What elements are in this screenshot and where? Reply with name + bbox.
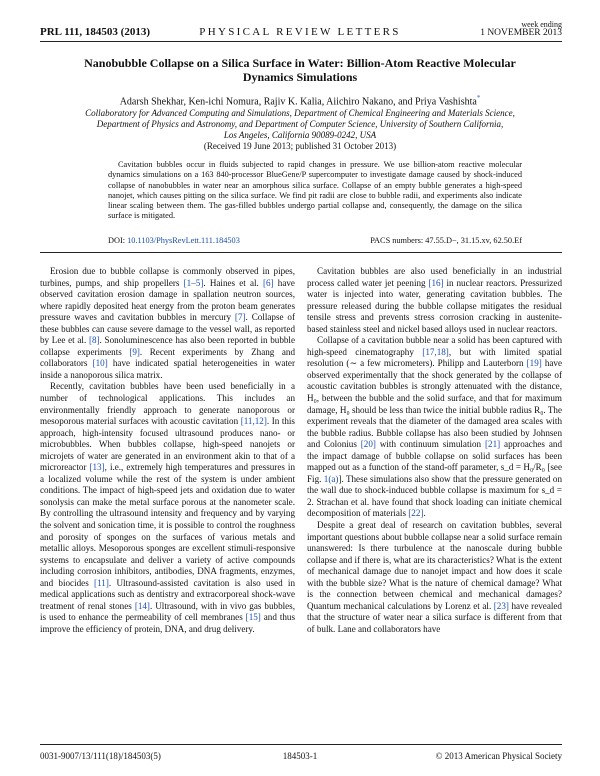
affiliation xyxy=(45,108,555,152)
week-ending-label: week ending xyxy=(521,20,562,29)
citation-link[interactable]: [11] xyxy=(94,577,109,588)
doi-label: DOI: xyxy=(108,236,126,245)
author-list xyxy=(60,94,540,107)
paragraph: Erosion due to bubble collapse is commonly observed in pipes, turbines, pumps, and ship propellers [1–5]. Haines et al. [6] have observed cavitation erosion damage in spallation neutron sources, where rapidly deposited heat energy from the proton beam generates pressure waves and cavitation bubbles in mercury [7]. Collapse of these bubbles can cause severe damage to the vessel wall, as reported by Lee et al. [8]. Sonoluminescence has also been reported in bubble collapse experiments [9]. Recent experiments by Zhang and collaborators [10] have indicated spatial heterogeneities in water inside a nanoporous silica matrix. xyxy=(40,266,295,380)
citation-link[interactable]: [20] xyxy=(360,439,376,450)
citation-link[interactable]: [6] xyxy=(263,277,274,288)
citation-link[interactable]: [1–5] xyxy=(183,277,204,288)
title-line-2: Dynamics Simulations xyxy=(242,70,358,84)
copyright: © 2013 American Physical Society xyxy=(435,751,562,761)
paragraph: Collapse of a cavitation bubble near a solid has been captured with high-speed cinematography [17,18], but with limited spatial resolution (∼ a few micrometers). Philipp and Lauterborn [19] have observed experimentally that the shock generated by the collapse of acoustic cavitation bubbles is strongly attenuated with the distance, H₀, between the bubble and the solid surface, and that for maximum damage, H₀ should be less than twice the initial bubble radius R₀. The experiment reveals that the diameter of the damaged area scales with the bubble radius. Bubble collapse has also been studied by Johnsen and Colonius [20] with continuum simulation [21] approaches and the impact damage of bubble collapse on solid surfaces has been mapped out as a function of the stand-off parameter, s_d = H₀/R₀ [see Fig. 1(a)]. These simulations also show that the pressure generated on the wall due to shock-induced bubble collapse is maximum for s_d = 2. Strachan et al. have found that shock loading can initiate chemical decomposition of materials [22]. xyxy=(307,335,563,519)
authors-text: Adarsh Shekhar, Ken-ichi Nomura, Rajiv K. Kalia, Aiichiro Nakano, and Priya Vashishta xyxy=(119,96,477,108)
citation-link[interactable]: [10] xyxy=(92,358,108,369)
page-number: 184503-1 xyxy=(282,751,318,761)
figure-link[interactable]: 1(a) xyxy=(323,473,339,484)
paragraph: Despite a great deal of research on cavitation bubbles, several important questions about bubble collapse near a solid surface remain unanswered: Is there turbulence at the nanoscale during bubble collapse and if there is, what are its characteristics? What is the extent of mechanical damage due to nanojet impact and how does it scale with the bubble size? What is the nature of chemical damage? What is the connection between chemical and mechanical damages? Quantum mechanical calculations by Lorenz et al. [23] have revealed that the structure of water near a silica surface is different from that of bulk. Lane and collaborators have xyxy=(307,520,562,634)
affiliation-line-1: Collaboratory for Advanced Computing and Simulations, Department of Chemical Engineering and Materials Science, xyxy=(85,108,515,118)
footer-rule xyxy=(40,744,562,745)
citation-link[interactable]: [14] xyxy=(134,600,150,611)
citation-link[interactable]: [22] xyxy=(408,508,424,519)
citation-link[interactable]: [8] xyxy=(88,335,100,346)
citation-link[interactable]: [15] xyxy=(245,612,261,623)
citation-link[interactable]: [17,18] xyxy=(422,346,449,357)
footer-code: 0031-9007/13/111(18)/184503(5) xyxy=(40,751,161,761)
citation-link[interactable]: [13] xyxy=(89,462,105,473)
received-dates: (Received 19 June 2013; published 31 October 2013) xyxy=(203,141,397,151)
article-title xyxy=(60,56,540,84)
citation-link[interactable]: [21] xyxy=(485,439,501,450)
author-footnote-mark[interactable]: * xyxy=(476,94,481,102)
body-column-left xyxy=(40,266,295,636)
citation-link[interactable]: [23] xyxy=(493,600,509,611)
journal-name: PHYSICAL REVIEW LETTERS xyxy=(199,26,401,38)
paragraph: Recently, cavitation bubbles have been used beneficially in a number of technological applications. This includes an environmentally friendly approach to generate nanoporous or mesoporous material surfaces with acoustic cavitation [11,12]. In this approach, high-intensity focused ultrasound produces nano- or microbubbles. When bubbles collapse, high-speed nanojets or microjets of water are generated in an environment akin to that of a microreactor [13], i.e., extremely high temperatures and pressures in a localized volume while the rest of the system is under ambient conditions. The impact of high-speed jets and oxidation due to water sonolysis can make the metal surface porous at the nanometer scale. By controlling the ultrasound intensity and frequency and by varying the solvent and sonication time, it is possible to control the roughness and porosity of sponges on the surfaces of various metals and metallic alloys. Mesoporous sponges are excellent stimuli-responsive systems to encapsulate and deliver a variety of active compounds including corrosion inhibitors, antibodies, DNA fragments, enzymes, and biocides [11]. Ultrasound-assisted cavitation is also used in medical applications such as dentistry and extracorporeal shock-wave treatment of renal stones [14]. Ultrasound, with in vivo gas bubbles, is used to enhance the permeability of cell membranes [15] and thus improve the efficiency of protein, DNA, and drug delivery. xyxy=(40,381,295,634)
affiliation-line-3: Los Angeles, California 90089-0242, USA xyxy=(223,130,377,140)
body-column-right xyxy=(307,266,562,636)
issue-date-value: 1 NOVEMBER 2013 xyxy=(480,28,562,38)
citation-link[interactable]: [19] xyxy=(526,358,542,369)
journal-reference: PRL 111, 184503 (2013) xyxy=(40,26,151,38)
abstract: Cavitation bubbles occur in fluids subjected to rapid changes in pressure. We use billion-atom reactive molecular dynamics simulations on a 163 840-processor BlueGene/P supercomputer to investigate damage caused by shock-induced collapse of nanobubbles in water near an amorphous silica surface. Collapse of an empty bubble generates a high-speed nanojet, which causes pitting on the silica surface. We find pit radii are close to bubble radii, and experiments also indicate linear scaling between them. The gas-filled bubbles undergo partial collapse and, consequently, the damage on the silica surface is mitigated. xyxy=(108,160,522,221)
citation-link[interactable]: [11,12] xyxy=(240,416,267,427)
citation-link[interactable]: [9] xyxy=(129,346,140,357)
citation-link[interactable]: [7] xyxy=(234,312,246,323)
citation-link[interactable]: [16] xyxy=(428,277,444,288)
issue-date xyxy=(480,20,562,38)
pacs-numbers: PACS numbers: 47.55.D−, 31.15.xv, 62.50.Ef xyxy=(370,236,522,245)
doi-link[interactable]: 10.1103/PhysRevLett.111.184503 xyxy=(127,236,240,245)
doi-line xyxy=(108,236,522,245)
affiliation-line-2: Department of Physics and Astronomy, and Department of Computer Science, University of Southern California, xyxy=(96,119,504,129)
paragraph: Cavitation bubbles are also used beneficially in an industrial process called water jet peening [16] in nuclear reactors. Pressurized water is injected into water, generating cavitation bubbles. The pressure released during the bubble collapse mitigates the residual tensile stress and prevents stress corrosion cracking in austenite-based stainless steel and nickel based alloys used in nuclear reactors. xyxy=(307,266,562,334)
title-line-1: Nanobubble Collapse on a Silica Surface in Water: Billion-Atom Reactive Molecular xyxy=(84,56,516,70)
abstract-rule xyxy=(40,252,562,253)
header-rule xyxy=(40,41,562,42)
